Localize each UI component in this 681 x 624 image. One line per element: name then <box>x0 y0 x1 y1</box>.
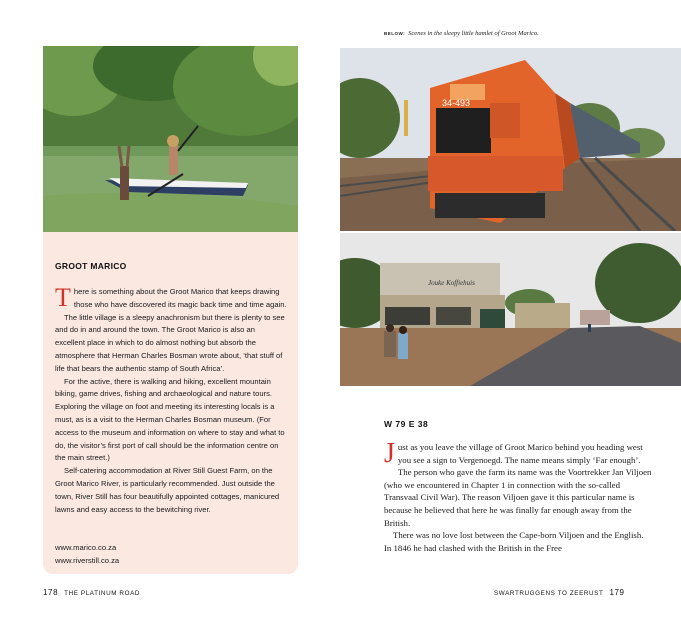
sidebar-title: GROOT MARICO <box>55 261 127 271</box>
caption-text: Scenes in the sleepy little hamlet of Groot Marico. <box>408 30 539 37</box>
page-number: 179 <box>609 588 625 597</box>
caption-lead: BELOW: <box>384 31 406 36</box>
footer-left <box>43 588 140 597</box>
river-photo <box>43 46 298 232</box>
sidebar-links <box>55 542 119 567</box>
sidebar-paragraph: The little village is a sleepy anachronism but there is plenty to see and do in and around the town. The Groot Marico is also an excellent place in which to do almost nothing but absorb the atmosphere that Herman Charles Bosman wrote about, ‘that stuff of life that bears the authentic stamp of South Africa’. <box>55 312 285 373</box>
village-photo <box>340 233 681 386</box>
sidebar-dropcap: T <box>55 283 71 312</box>
train-number: 34-493 <box>442 98 471 108</box>
main-body <box>384 438 652 554</box>
sidebar-paragraph <box>55 283 287 312</box>
photo-caption <box>384 30 539 37</box>
sidebar-paragraph: Self-catering accommodation at River Still Guest Farm, on the Groot Marico River, is particularly recommended. Just outside the town, River Still has four beautifully appointed cottages, manicured lawns and easy access to the bewitching river. <box>55 466 280 514</box>
train-photo <box>340 48 681 231</box>
sidebar-paragraph: For the active, there is walking and hiking, excellent mountain biking, game drives, fishing and archaeological and nature tours. Exploring the village on foot and meeting its interesting locals is a must, as is a visit to the Herman Charles Bosman museum. (For access to the museum and information on where to stay and what to do, the visitor’s first port of call should be the information centre on the main street.) <box>55 376 285 463</box>
body-dropcap: J <box>384 438 395 469</box>
website-link[interactable]: www.marico.co.za <box>55 543 117 552</box>
website-link[interactable]: www.riverstill.co.za <box>55 555 120 565</box>
footer-right <box>494 588 625 597</box>
sidebar-paragraph-text: here is something about the Groot Marico that keeps drawing those who have discovered its magic back time and time again. <box>73 287 287 309</box>
body-paragraph <box>384 438 652 529</box>
sidebar-panel <box>43 232 298 574</box>
page-number: 178 <box>43 588 59 597</box>
shop-sign: Jouke Koffiehuis <box>428 279 475 287</box>
running-title: THE PLATINUM ROAD <box>64 590 141 597</box>
body-paragraph: There was no love lost between the Cape-born Viljoen and the English. In 1846 he had clashed with the British in the Free <box>384 530 644 553</box>
sidebar-body <box>55 283 287 516</box>
body-paragraph-text: ust as you leave the village of Groot Marico behind you heading west you see a sign to Vergenoegd. The name means simply ‘Far enough’. The person who gave the farm its name was the Voortrekker Jan Viljoen (who we encountered in Chapter 1 in connection with the so-called Transvaal Civil War). The reason Viljoen gave it this particular name is because he believed that here he was finally far enough away from the British. <box>384 442 652 528</box>
running-title: SWARTRUGGENS TO ZEERUST <box>494 590 604 597</box>
section-heading: W 79 E 38 <box>384 419 429 429</box>
